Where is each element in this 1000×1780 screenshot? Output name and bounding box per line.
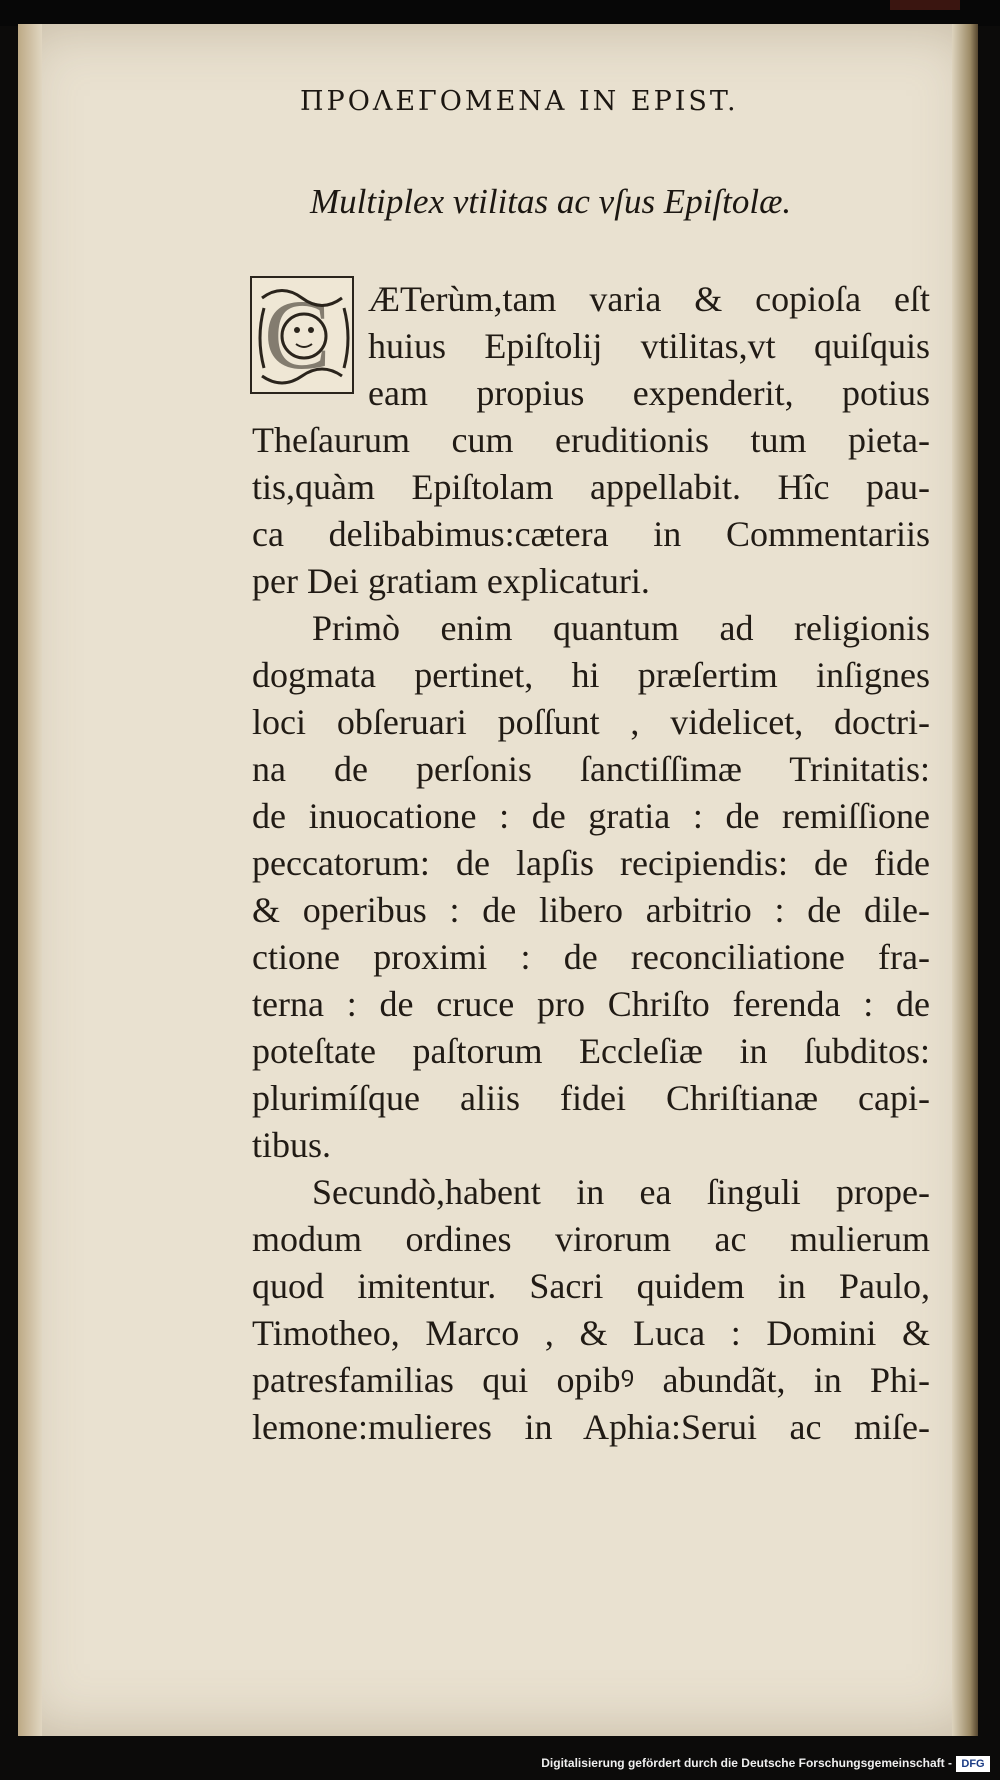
text-line: ca delibabimus:cætera in Commentariis bbox=[252, 514, 930, 554]
text-line: eam propius expenderit, potius bbox=[368, 373, 930, 413]
text-line: tibus. bbox=[252, 1125, 332, 1165]
text-line: quod imitentur. Sacri quidem in Paulo, bbox=[252, 1266, 930, 1306]
text-line: tis,quàm Epiſtolam appellabit. Hîc pau- bbox=[252, 467, 930, 507]
text-line: peccatorum: de lapſis recipiendis: de fide bbox=[252, 843, 930, 883]
text-line: per Dei gratiam explicaturi. bbox=[252, 561, 650, 601]
page-gutter bbox=[18, 24, 42, 1736]
digitization-footer bbox=[0, 1736, 1000, 1780]
text-block bbox=[252, 276, 930, 1451]
text-line: lemone:mulieres in Aphia:Serui ac miſe- bbox=[252, 1407, 930, 1447]
text-line: dogmata pertinet, hi præſertim inſignes bbox=[252, 655, 930, 695]
text-line: Primò enim quantum ad religionis bbox=[312, 608, 930, 648]
text-line: de inuocatione : de gratia : de remiſſione bbox=[252, 796, 930, 836]
text-line: Theſaurum cum eruditionis tum pieta- bbox=[252, 420, 930, 460]
dfg-logo: DFG bbox=[956, 1756, 990, 1772]
text-line: & operibus : de libero arbitrio : de dile- bbox=[252, 890, 930, 930]
text-line: Timotheo, Marco , & Luca : Domini & bbox=[252, 1313, 930, 1353]
text-line: huius Epiſtolij vtilitas,vt quiſquis bbox=[368, 326, 930, 366]
page-fore-edge bbox=[952, 24, 978, 1736]
footer-credit: Digitalisierung gefördert durch die Deutsche Forschungsgemeinschaft - bbox=[541, 1756, 952, 1770]
text-line: plurimíſque aliis fidei Chriſtianæ capi- bbox=[252, 1078, 930, 1118]
text-line: na de perſonis ſanctiſſimæ Trinitatis: bbox=[252, 749, 930, 789]
text-line: patresfamilias qui opibꝰ abundãt, in Phi- bbox=[252, 1360, 930, 1400]
text-line: poteſtate paſtorum Eccleſiæ in ſubditos: bbox=[252, 1031, 930, 1071]
scanner-top-strip bbox=[0, 0, 1000, 26]
initial-letter: C bbox=[264, 279, 331, 390]
text-line: modum ordines virorum ac mulierum bbox=[252, 1219, 930, 1259]
text-line: loci obſeruari poſſunt , videlicet, doctri- bbox=[252, 702, 930, 742]
text-line: terna : de cruce pro Chriſto ferenda : de bbox=[252, 984, 930, 1024]
section-title: Multiplex vtilitas ac vſus Epiſtolæ. bbox=[310, 182, 792, 221]
text-line: Secundò,habent in ea ſinguli prope- bbox=[312, 1172, 930, 1212]
text-line: ctione proximi : de reconciliatione fra- bbox=[252, 937, 930, 977]
running-header: ΠΡΟΛΕΓΟΜΕΝΑ ΙΝ ΕΡΙST. bbox=[300, 86, 739, 117]
text-line: ÆTerùm,tam varia & copioſa eſt bbox=[368, 279, 930, 319]
bookmark-ribbon bbox=[890, 0, 960, 10]
